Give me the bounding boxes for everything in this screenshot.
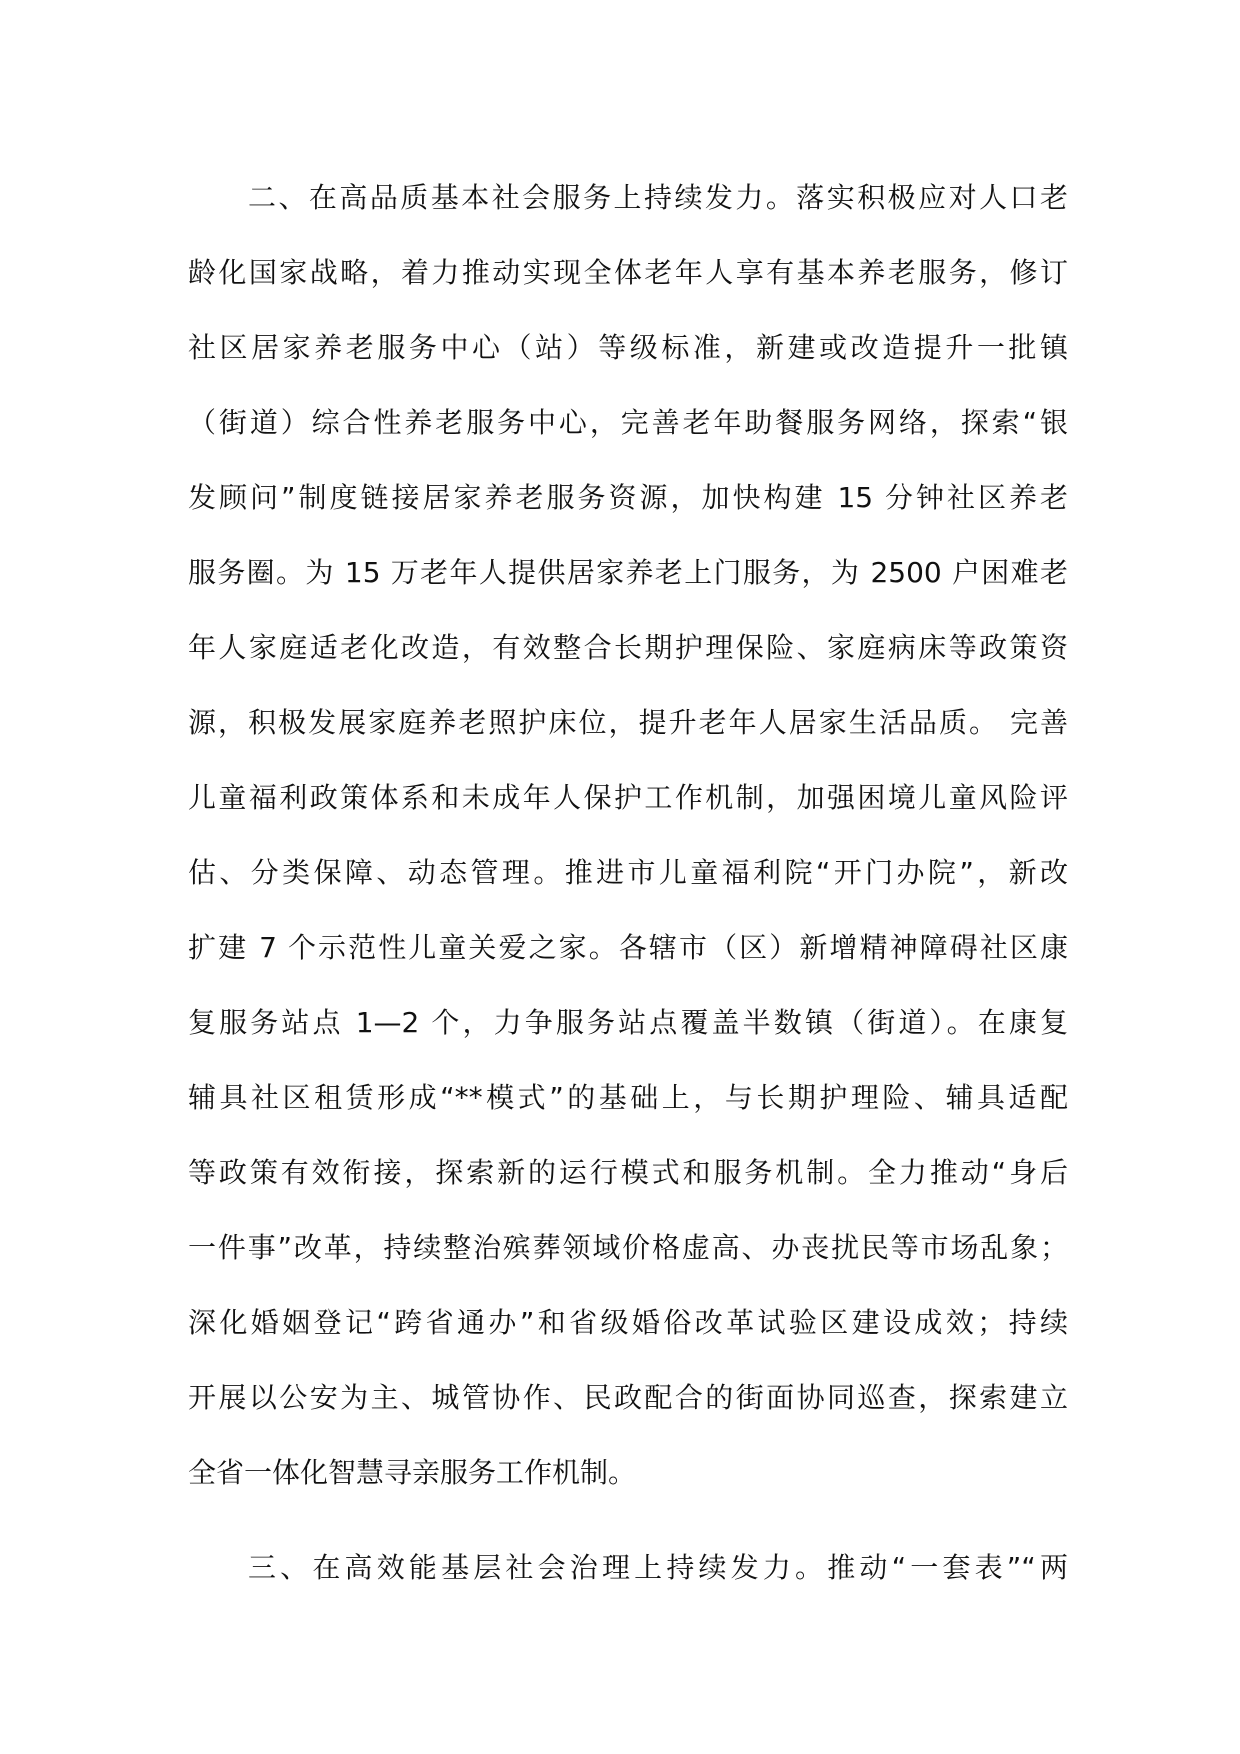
text-line: 龄化国家战略，着力推动实现全体老年人享有基本养老服务，修订 <box>188 256 1068 289</box>
text-line: 扩建 7 个示范性儿童关爱之家。各辖市（区）新增精神障碍社区康 <box>188 931 1068 964</box>
text-line: 开展以公安为主、城管协作、民政配合的街面协同巡查，探索建立 <box>188 1381 1068 1414</box>
text-line: 估、分类保障、动态管理。推进市儿童福利院“开门办院”，新改 <box>188 856 1068 889</box>
text-line: 源，积极发展家庭养老照护床位，提升老年人居家生活品质。 完善 <box>188 706 1068 739</box>
text-line: 等政策有效衔接，探索新的运行模式和服务机制。全力推动“身后 <box>188 1156 1068 1189</box>
document-body <box>188 160 1068 1605</box>
text-line: 社区居家养老服务中心（站）等级标准，新建或改造提升一批镇 <box>188 331 1068 364</box>
paragraph-spacer <box>188 1510 1068 1530</box>
text-line: 发顾问”制度链接居家养老服务资源，加快构建 15 分钟社区养老 <box>188 481 1068 514</box>
text-line: 年人家庭适老化改造，有效整合长期护理保险、家庭病床等政策资 <box>188 631 1068 664</box>
text-line: 复服务站点 1—2 个，力争服务站点覆盖半数镇（街道）。在康复 <box>188 1006 1068 1039</box>
text-line: 二、在高品质基本社会服务上持续发力。落实积极应对人口老 <box>248 181 1068 214</box>
text-line: （街道）综合性养老服务中心，完善老年助餐服务网络，探索“银 <box>188 406 1068 439</box>
paragraph-section-two <box>188 160 1068 1510</box>
text-line: 辅具社区租赁形成“**模式”的基础上，与长期护理险、辅具适配 <box>188 1081 1068 1114</box>
text-line: 三、在高效能基层社会治理上持续发力。推动“一套表”“两 <box>248 1551 1068 1584</box>
text-line: 儿童福利政策体系和未成年人保护工作机制，加强困境儿童风险评 <box>188 781 1068 814</box>
text-line: 一件事”改革，持续整治殡葬领域价格虚高、办丧扰民等市场乱象； <box>188 1231 1068 1264</box>
text-line: 全省一体化智慧寻亲服务工作机制。 <box>188 1456 637 1489</box>
text-line: 深化婚姻登记“跨省通办”和省级婚俗改革试验区建设成效；持续 <box>188 1306 1068 1339</box>
paragraph-section-three <box>188 1530 1068 1605</box>
text-line: 服务圈。为 15 万老年人提供居家养老上门服务，为 2500 户困难老 <box>188 556 1068 589</box>
